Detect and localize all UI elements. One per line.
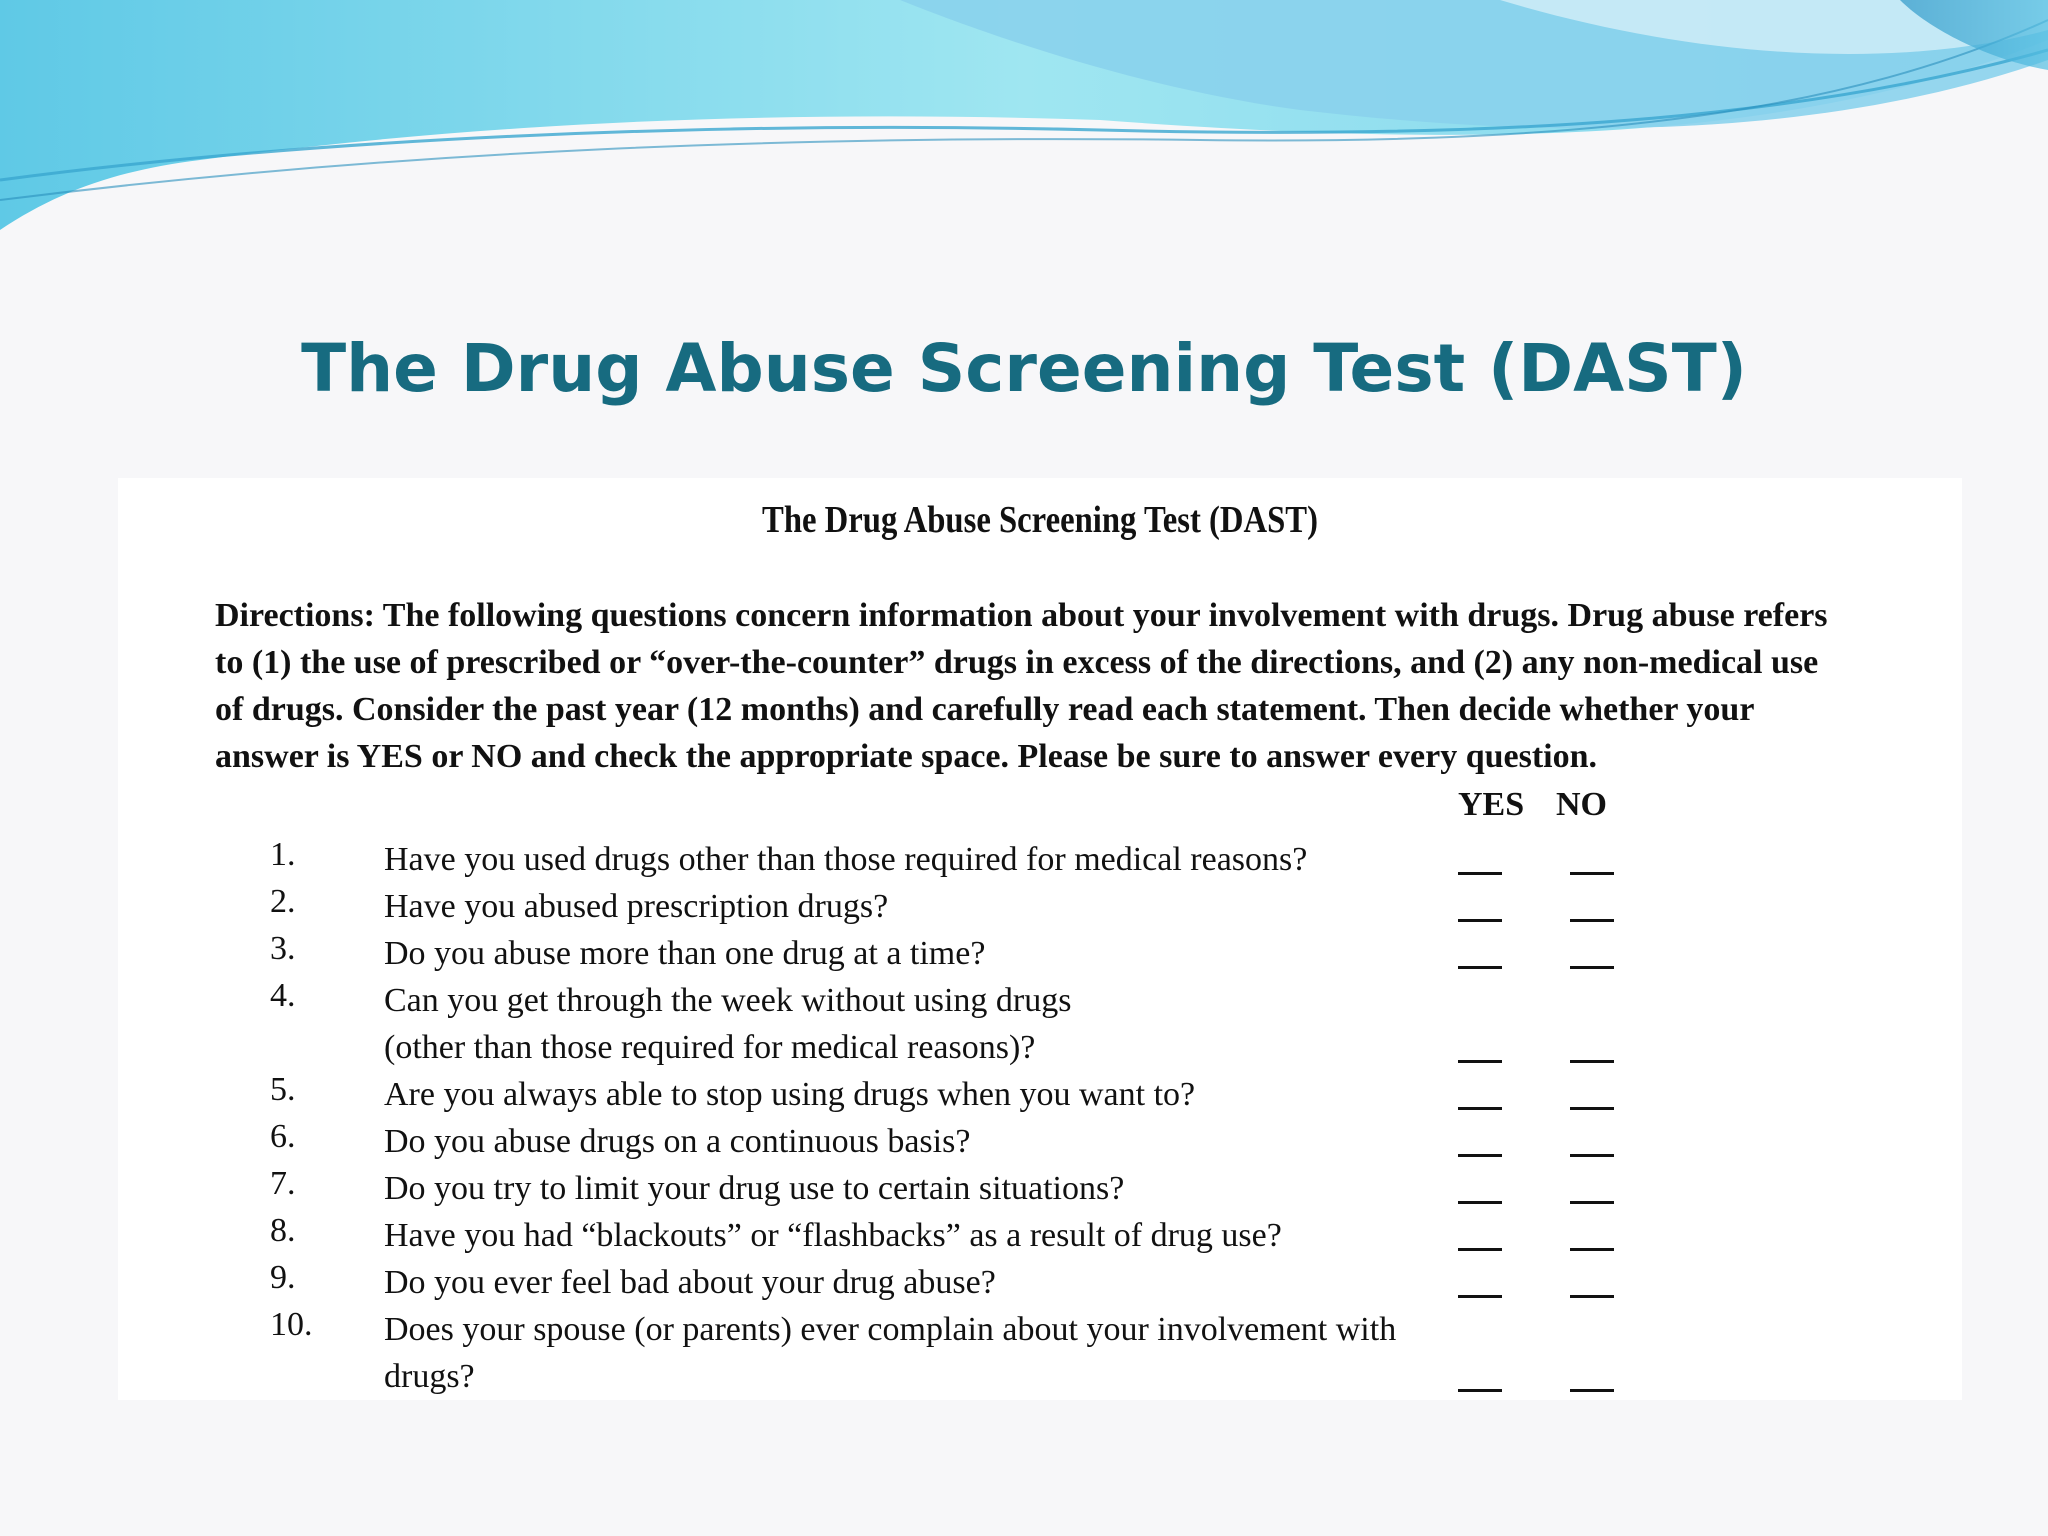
question-text-line-2: drugs? bbox=[384, 1358, 475, 1395]
question-text-line-2: (other than those required for medical reasons)? bbox=[384, 1029, 1036, 1066]
question-row bbox=[118, 1212, 1962, 1259]
directions-text: Directions: The following questions concern information about your involvement with drugs. Drug abuse refers to (1) the use of prescribed or “over-the-counter” drugs in excess of the directions, and (2) any non-medical use of drugs. Consider the past year (12 months) and carefully read each statement. Then decide whether your answer is YES or NO and check the appropriate space. Please be sure to answer every question. bbox=[215, 597, 1828, 775]
question-number: 9. bbox=[270, 1259, 296, 1296]
question-text: Have you used drugs other than those required for medical reasons? bbox=[384, 841, 1308, 878]
no-answer-blank[interactable] bbox=[1570, 1060, 1614, 1063]
yes-answer-blank[interactable] bbox=[1458, 1107, 1502, 1110]
question-row bbox=[118, 977, 1962, 1071]
yes-answer-blank[interactable] bbox=[1458, 1201, 1502, 1204]
yes-answer-blank[interactable] bbox=[1458, 1248, 1502, 1251]
yes-column-header: YES bbox=[1458, 786, 1525, 823]
no-answer-blank[interactable] bbox=[1570, 1201, 1614, 1204]
slide-title: The Drug Abuse Screening Test (DAST) bbox=[301, 330, 1747, 407]
question-row bbox=[118, 1306, 1962, 1400]
yes-answer-blank[interactable] bbox=[1458, 1060, 1502, 1063]
question-text: Are you always able to stop using drugs when you want to? bbox=[384, 1076, 1196, 1113]
question-number: 4. bbox=[270, 977, 296, 1014]
no-answer-blank[interactable] bbox=[1570, 1295, 1614, 1298]
document-title: The Drug Abuse Screening Test (DAST) bbox=[762, 499, 1318, 541]
no-answer-blank[interactable] bbox=[1570, 1107, 1614, 1110]
question-number: 8. bbox=[270, 1212, 296, 1249]
yes-answer-blank[interactable] bbox=[1458, 919, 1502, 922]
yes-answer-blank[interactable] bbox=[1458, 1154, 1502, 1157]
question-row bbox=[118, 836, 1962, 883]
question-row bbox=[118, 930, 1962, 977]
dast-document-image bbox=[118, 478, 1962, 1400]
question-text: Do you abuse more than one drug at a time? bbox=[384, 935, 986, 972]
question-row bbox=[118, 883, 1962, 930]
question-text-line-1: Can you get through the week without using drugs bbox=[384, 982, 1072, 1019]
question-text-line-1: Does your spouse (or parents) ever complain about your involvement with bbox=[384, 1311, 1397, 1348]
question-number: 10. bbox=[270, 1306, 313, 1343]
question-row bbox=[118, 1071, 1962, 1118]
no-answer-blank[interactable] bbox=[1570, 1154, 1614, 1157]
header-wave-decoration bbox=[0, 0, 2048, 240]
question-text: Do you ever feel bad about your drug abuse? bbox=[384, 1264, 996, 1301]
yes-answer-blank[interactable] bbox=[1458, 1295, 1502, 1298]
question-number: 2. bbox=[270, 883, 296, 920]
no-answer-blank[interactable] bbox=[1570, 919, 1614, 922]
no-answer-blank[interactable] bbox=[1570, 966, 1614, 969]
question-text: Have you had “blackouts” or “flashbacks” as a result of drug use? bbox=[384, 1217, 1282, 1254]
yes-answer-blank[interactable] bbox=[1458, 872, 1502, 875]
yes-answer-blank[interactable] bbox=[1458, 1389, 1502, 1392]
question-row bbox=[118, 1259, 1962, 1306]
question-number: 5. bbox=[270, 1071, 296, 1108]
no-answer-blank[interactable] bbox=[1570, 1248, 1614, 1251]
question-text: Have you abused prescription drugs? bbox=[384, 888, 889, 925]
question-number: 1. bbox=[270, 836, 296, 873]
question-text: Do you abuse drugs on a continuous basis? bbox=[384, 1123, 971, 1160]
question-text: Do you try to limit your drug use to certain situations? bbox=[384, 1170, 1125, 1207]
yes-answer-blank[interactable] bbox=[1458, 966, 1502, 969]
question-row bbox=[118, 1118, 1962, 1165]
question-number: 7. bbox=[270, 1165, 296, 1202]
no-answer-blank[interactable] bbox=[1570, 872, 1614, 875]
question-number: 3. bbox=[270, 930, 296, 967]
question-row bbox=[118, 1165, 1962, 1212]
no-column-header: NO bbox=[1556, 786, 1607, 823]
no-answer-blank[interactable] bbox=[1570, 1389, 1614, 1392]
question-number: 6. bbox=[270, 1118, 296, 1155]
